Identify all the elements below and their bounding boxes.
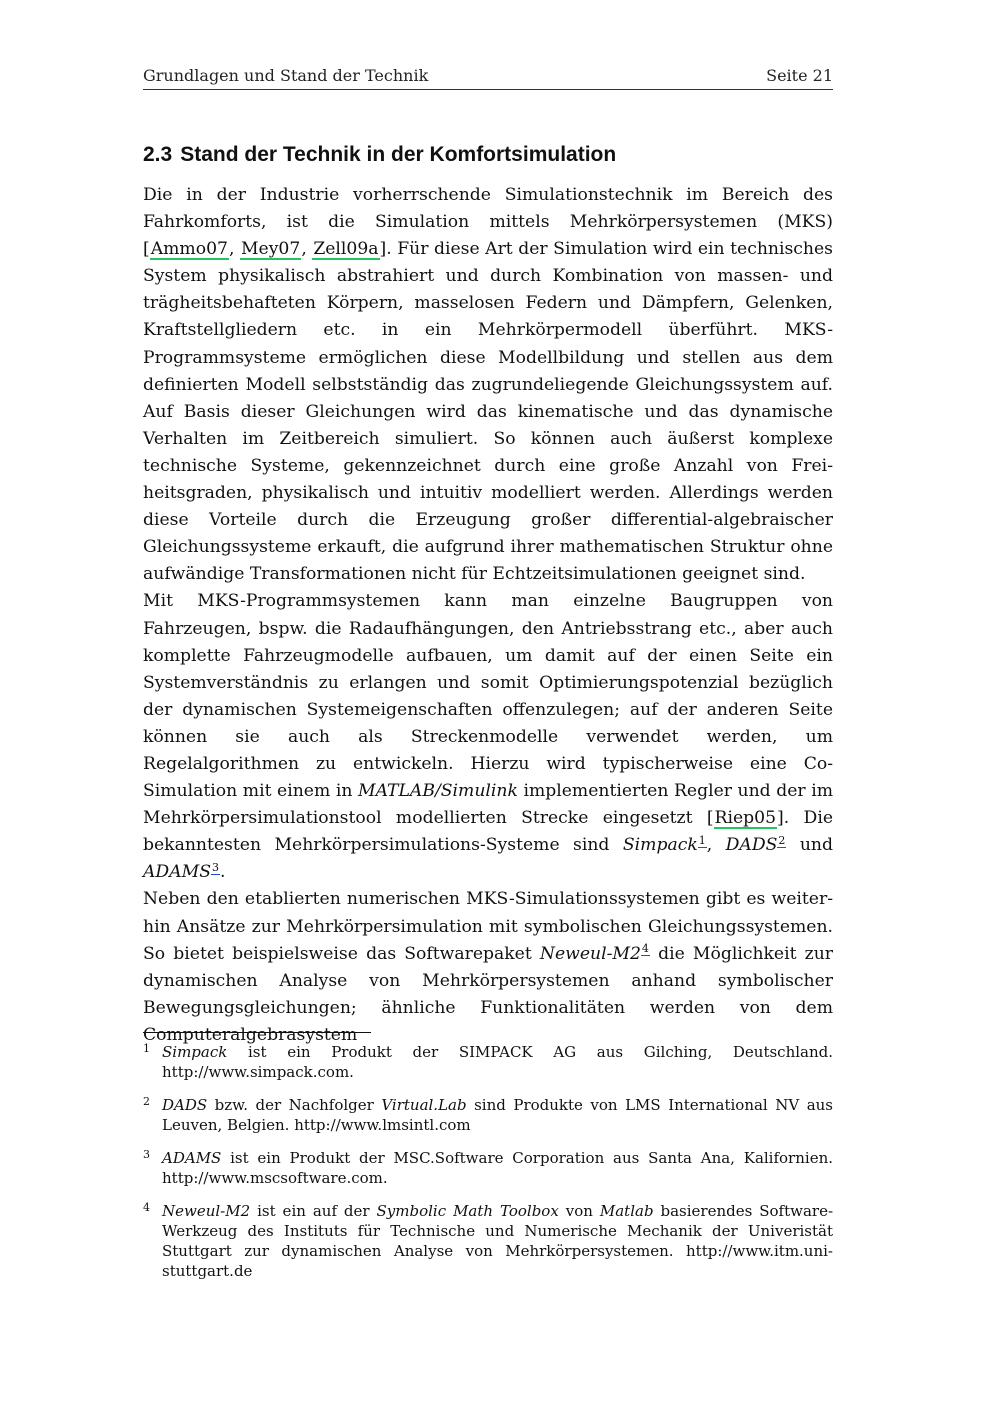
footnote-mark: 4 [143,1201,150,1214]
text-run: , [301,239,313,260]
citation-link-ammo07[interactable]: Ammo07 [150,239,228,260]
footnote-mark: 2 [143,1095,150,1108]
software-name: ADAMS [162,1149,222,1167]
text-run: sind Produkte von LMS International NV aus Leuven, Belgien. http://www.lmsintl.com [162,1096,833,1134]
paragraph-3 [143,886,833,1049]
section-number: 2.3 [143,143,173,166]
footnotes [143,1042,833,1294]
section-heading [143,143,833,167]
text-run: implementierten Regler und der im Mehrkörpersimulationstool modellierten Strecke eingesetzt [ [143,781,833,829]
software-name: DADS [725,835,778,856]
text-run: Neben den etablierten numerischen MKS-Simulationssystemen gibt es weiterhin Ansätze zur Mehrkörpersimulation mit symbolischen Gleichungssystemen. So bietet beispielsweise das Softwarepaket [143,889,833,964]
footnote-text [162,1042,833,1082]
section-title: Stand der Technik in der Komfortsimulation [180,143,617,166]
footnote-ref-4[interactable]: 4 [641,941,649,955]
software-name: Virtual.Lab [381,1096,467,1114]
body-text [143,182,833,1049]
text-run: ist ein auf der [250,1202,377,1220]
text-run: ]. Die bekanntesten Mehrkörpersimulations-Systeme sind [143,808,833,856]
citation-link-zell09a[interactable]: Zell09a [313,239,379,260]
text-run: von [558,1202,600,1220]
text-run: ]. Für diese Art der Simulation wird ein technisches System physikalisch abstrahiert und durch Kombination von massen- und trägheitsbehafteten Körpern, masselosen Federn und Dämpfern, Gelenken, Kraftstellgliedern etc. in ein Mehrkörpermodell überführt. MKS-Programmsysteme ermöglichen diese Modellbildung und stellen aus dem definierten Modell selbstständig das zugrundeliegende Gleichungssystem auf. Auf Basis dieser Gleichungen wird das kinematische und das dynamische Verhalten im Zeitbereich simuliert. So können auch äußerst komplexe technische Systeme, gekennzeichnet durch eine große Anzahl von Freiheitsgraden, physikalisch und intuitiv modelliert werden. Allerdings werden diese Vorteile durch die Erzeugung großer differential-algebraischer Gleichungssysteme erkauft, die aufgrund ihrer mathematischen Struktur ohne aufwändige Transformationen nicht für Echtzeitsimulationen geeignet sind. [143,239,833,585]
text-run: , [706,835,726,856]
footnote-ref-2[interactable]: 2 [778,833,786,847]
footnote-text [162,1201,833,1281]
citation-link-mey07[interactable]: Mey07 [240,239,301,260]
text-run: und [786,835,833,856]
paragraph-2 [143,588,833,886]
text-run: . [219,862,226,883]
software-name: Simpack [622,835,698,856]
header-page-number: Seite 21 [766,66,833,85]
paragraph-1 [143,182,833,588]
footnote-1 [143,1042,833,1082]
software-name: Neweul-M2 [539,943,641,964]
footnote-3 [143,1148,833,1188]
footnote-mark: 3 [143,1148,150,1161]
software-name: Neweul-M2 [162,1202,251,1220]
footnote-ref-3[interactable]: 3 [211,860,219,874]
text-run: ist ein Produkt der SIMPACK AG aus Gilching, Deutschland. http://www.simpack.com. [162,1043,833,1081]
footnote-4 [143,1201,833,1281]
footnote-mark: 1 [143,1042,150,1055]
header-chapter-title: Grundlagen und Stand der Technik [143,66,429,85]
software-name: ADAMS [143,862,211,883]
footnote-2 [143,1095,833,1135]
text-run: die Möglichkeit zur dynamischen Analyse von Mehrkörpersystemen anhand symbolischer Bewegungsgleichungen; ähnliche Funktionalitäten werden von dem Computeralgebrasystem [143,943,833,1045]
text-run: ist ein Produkt der MSC.Software Corporation aus Santa Ana, Kalifornien. http://www.mscsoftware.com. [162,1149,833,1187]
text-run: Die in der Industrie vorherrschende Simulationstechnik im Bereich des Fahrkomforts, ist die Simulation mittels Mehrkörpersystemen (MKS) [ [143,185,833,260]
software-name: MATLAB/Simulink [357,781,518,802]
text-run: Mit MKS-Programmsystemen kann man einzelne Baugruppen von Fahrzeugen, bspw. die Radaufhängungen, den Antriebsstrang etc., aber auch komplette Fahrzeugmodelle aufbauen, um damit auf der einen Seite ein Systemverständnis zu erlangen und somit Optimierungspotenzial bezüglich der dynamischen Systemeigenschaften offenzulegen; auf der anderen Seite können sie auch als Streckenmodelle verwendet werden, um Regelalgorithmen zu entwickeln. Hierzu wird typischerweise eine Co-Simulation mit einem in [143,591,833,802]
citation-link-riep05[interactable]: Riep05 [714,808,777,829]
software-name: DADS [162,1096,208,1114]
footnote-text [162,1095,833,1135]
software-name: Symbolic Math Toolbox [376,1202,559,1220]
footnote-text [162,1148,833,1188]
footnote-divider [143,1032,371,1033]
software-name: Simpack [162,1043,228,1061]
running-header [143,66,833,90]
software-name: Matlab [599,1202,654,1220]
text-run: basierendes Software-Werkzeug des Instituts für Technische und Numerische Mechanik der Univeristät Stuttgart zur dynamischen Analyse von Mehrkörpersystemen. http://www.itm.uni-stuttgart.de [162,1202,834,1280]
text-run: bzw. der Nachfolger [207,1096,382,1114]
footnote-ref-1[interactable]: 1 [698,833,706,847]
text-run: , [228,239,240,260]
